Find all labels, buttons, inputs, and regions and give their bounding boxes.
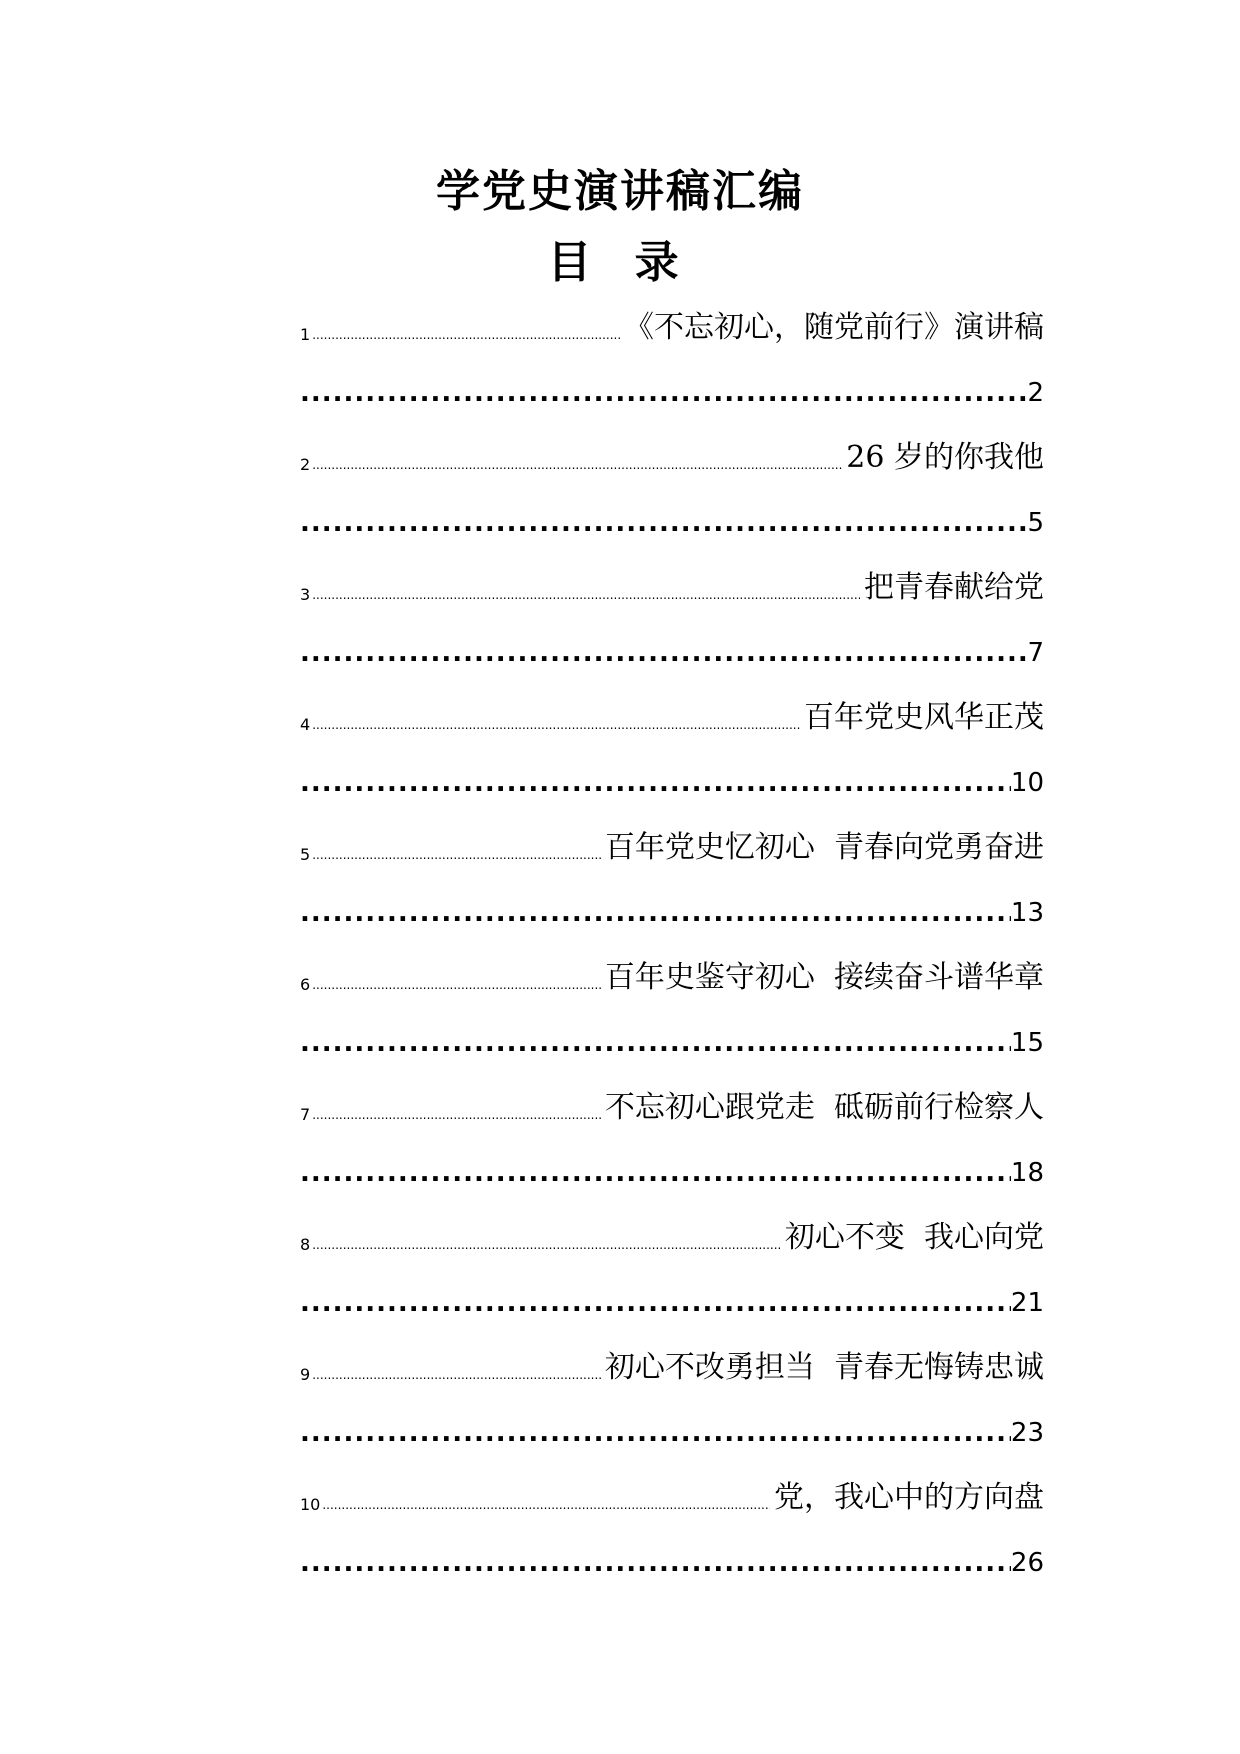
dot-leader — [300, 1546, 1011, 1584]
toc-entry-number: 9 — [300, 1365, 311, 1384]
toc-entry[interactable] — [300, 1080, 1044, 1210]
toc-entry[interactable] — [300, 820, 1044, 950]
dot-leader — [300, 1026, 1011, 1064]
dot-leader — [300, 636, 1027, 674]
dot-leader — [312, 326, 620, 350]
dot-leader — [312, 976, 601, 1000]
dot-leader — [322, 1496, 770, 1520]
toc-entry-number: 8 — [300, 1235, 311, 1254]
toc-entry-title[interactable]: 《不忘初心，随党前行》演讲稿 — [624, 310, 1044, 345]
toc-entry-number: 5 — [300, 845, 311, 864]
toc-entry-number: 3 — [300, 585, 311, 604]
toc-entry[interactable] — [300, 690, 1044, 820]
toc-entry[interactable] — [300, 300, 1044, 430]
dot-leader — [312, 846, 601, 870]
dot-leader — [312, 716, 800, 740]
dot-leader — [312, 1106, 601, 1130]
toc-entry[interactable] — [300, 1340, 1044, 1470]
dot-leader — [300, 1156, 1011, 1194]
toc-entry-title[interactable]: 党，我心中的方向盘 — [774, 1480, 1044, 1515]
toc-entry-title[interactable]: 百年党史忆初心 青春向党勇奋进 — [604, 830, 1044, 865]
dot-leader — [300, 896, 1011, 934]
toc-entry-title[interactable]: 初心不变 我心向党 — [784, 1220, 1044, 1255]
dot-leader — [300, 1416, 1011, 1454]
toc-entry-number: 4 — [300, 715, 311, 734]
dot-leader — [300, 766, 1011, 804]
toc-entry-number: 6 — [300, 975, 311, 994]
toc-heading: 目 录 — [547, 237, 693, 288]
dot-leader — [300, 506, 1027, 544]
toc-entry-title[interactable]: 初心不改勇担当 青春无悔铸忠诚 — [604, 1350, 1044, 1385]
toc-entry-page: 5 — [1027, 508, 1044, 538]
dot-leader — [300, 376, 1027, 414]
toc-entry[interactable] — [300, 1210, 1044, 1340]
toc-entry-title[interactable]: 不忘初心跟党走 砥砺前行检察人 — [604, 1090, 1044, 1125]
dot-leader — [312, 1236, 781, 1260]
toc-entry-page: 13 — [1010, 898, 1044, 928]
toc-entry-page: 21 — [1010, 1288, 1044, 1318]
toc-entry-page: 26 — [1010, 1548, 1044, 1578]
toc-entry-page: 23 — [1010, 1418, 1044, 1448]
toc-entry-number: 2 — [300, 455, 311, 474]
toc-entry[interactable] — [300, 950, 1044, 1080]
toc-entry[interactable] — [300, 1470, 1044, 1600]
toc-entry-title[interactable]: 百年史鉴守初心 接续奋斗谱华章 — [604, 960, 1044, 995]
dot-leader — [312, 456, 842, 480]
toc-entry-title[interactable]: 26 岁的你我他 — [846, 440, 1044, 475]
dot-leader — [312, 1366, 601, 1390]
toc-entry-page: 10 — [1010, 768, 1044, 798]
toc-entry[interactable] — [300, 560, 1044, 690]
toc-entry-title[interactable]: 百年党史风华正茂 — [804, 700, 1044, 735]
dot-leader — [300, 1286, 1011, 1324]
toc-entry-page: 15 — [1010, 1028, 1044, 1058]
toc-entry-page: 2 — [1027, 378, 1044, 408]
table-of-contents — [300, 300, 1044, 1600]
toc-entry[interactable] — [300, 430, 1044, 560]
toc-entry-page: 7 — [1027, 638, 1044, 668]
dot-leader — [312, 586, 860, 610]
toc-entry-number: 7 — [300, 1105, 311, 1124]
toc-entry-title[interactable]: 把青春献给党 — [864, 570, 1044, 605]
toc-entry-number: 1 — [300, 325, 311, 344]
toc-entry-page: 18 — [1010, 1158, 1044, 1188]
document-title: 学党史演讲稿汇编 — [436, 166, 804, 217]
toc-entry-number: 10 — [300, 1495, 321, 1514]
